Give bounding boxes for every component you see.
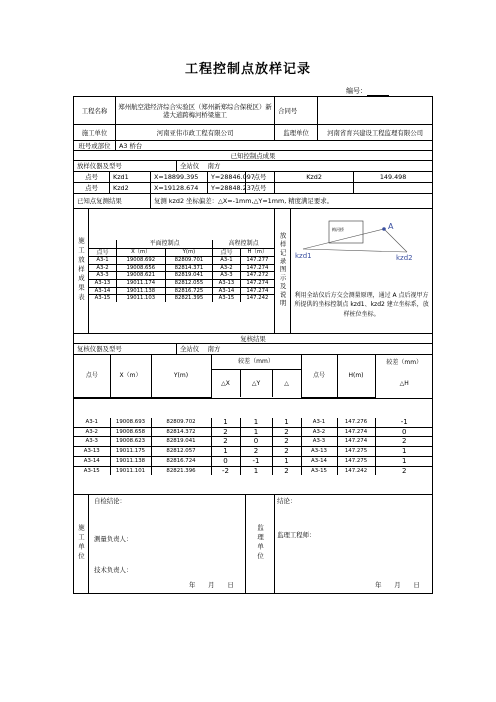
col-point: 点号	[89, 248, 116, 257]
contractor-label: 施工单位	[74, 125, 116, 141]
bridge-box	[329, 221, 363, 243]
page-title: 工程控制点放样记录	[184, 62, 311, 77]
rc-col-point2: 点号	[301, 355, 337, 397]
stakeout-row: A3-15 19011.103 82821.395 A3-15 147.242	[89, 295, 274, 302]
supervisor-side-label: 监理单位	[246, 495, 275, 594]
rc-col-dy: △Y	[240, 369, 272, 397]
rc-col-h: H(m)	[337, 355, 375, 397]
stakeout-diagram	[291, 209, 431, 289]
recheck-rows	[74, 399, 433, 495]
recheck-table	[74, 355, 433, 399]
known-point-row	[74, 183, 433, 194]
kp-x: X=19128.674	[151, 183, 208, 194]
stakeout-table	[89, 209, 275, 334]
recheck-row: A3-2 19008.658 82814.372 2 1 2 A3-2 147.274 0	[74, 427, 433, 437]
section-label: 班号或部位	[74, 141, 116, 151]
doc-number-blank	[367, 89, 389, 96]
stakeout-row: A3-3 19008.621 82819.041 A3-3 147.272	[89, 272, 274, 280]
date-right: 年 月 日	[375, 581, 420, 589]
kp-id2: Kzd2	[275, 172, 354, 183]
kp-id2	[275, 183, 354, 194]
supervisor: 河南省育兴建设工程监理有限公司	[318, 125, 433, 141]
point-a-marker	[382, 227, 386, 231]
col-x: X（m）	[116, 248, 165, 257]
stakeout-row: A3-1 19008.692 82809.701 A3-1 147.277	[89, 257, 274, 265]
recheck-header: 复核结果	[74, 334, 433, 344]
known-points-header: 已知控制点成果	[74, 151, 433, 161]
stakeout-row: A3-14 19011.138 82816.725 A3-14 147.274	[89, 287, 274, 295]
kp-label: 点号	[74, 172, 110, 183]
kp-x: X=18899.395	[151, 172, 208, 183]
rc-col-x: X（m）	[110, 355, 151, 397]
instrument-label: 放样仪器及型号	[74, 161, 177, 172]
self-check-label: 自检结论：	[94, 497, 126, 505]
conclusion-label: 结论：	[277, 497, 297, 505]
engineer-label: 监理工程师：	[277, 531, 316, 539]
diagram-cell	[291, 209, 433, 334]
project-name-label: 工程名称	[74, 97, 116, 125]
doc-number	[346, 86, 389, 96]
col-y: Y(m)	[165, 248, 213, 257]
stakeout-row: A3-2 19008.656 82814.371 A3-2 147.274	[89, 264, 274, 272]
kp-h	[354, 183, 433, 194]
recheck-row: A3-3 19008.623 82819.041 2 0 2 A3-3 147.274 2	[74, 437, 433, 447]
kp-id: Kzd2	[110, 183, 151, 194]
recheck-row: A3-15 19011.101 82821.396 -2 1 2 A3-15 147.242 2	[74, 466, 433, 475]
contractor: 河南亚伟市政工程有限公司	[116, 125, 275, 141]
project-name: 郑州航空港经济综合实验区（郑州新郑综合保税区）新港大道跨梅河桥梁施工	[116, 97, 275, 125]
recheck-row: A3-1 19008.693 82809.702 1 1 1 A3-1 147.276 -1	[74, 418, 433, 427]
point-a-label: A	[388, 222, 394, 231]
col-point2: 点号	[213, 248, 240, 257]
recheck-known-label: 已知点复测结果	[74, 194, 151, 209]
rc-col-diff: 较差（mm）	[211, 355, 301, 369]
record-form	[73, 96, 433, 594]
supervisor-label: 监理单位	[275, 125, 318, 141]
bridge-box-label: 梅河桥	[332, 227, 345, 232]
doc-number-label: 编号：	[346, 87, 367, 95]
plane-header: 平面控制点	[116, 240, 212, 248]
kp-id: Kzd1	[110, 172, 151, 183]
contract-no-label: 合同号	[275, 97, 318, 125]
recheck-row: A3-13 19011.175 82812.057 1 2 2 A3-13 147.275 1	[74, 447, 433, 457]
rc-col-point: 点号	[74, 355, 110, 397]
stakeout-side-label: 施工放样成果表	[74, 209, 89, 334]
instrument: 全站仪 南方	[177, 161, 433, 172]
elev-header: 高程控制点	[213, 240, 274, 248]
surveyor-label: 测量负责人：	[94, 535, 133, 543]
rc-col-hdiff: 较差（mm）	[375, 355, 433, 369]
stakeout-row: A3-13 19011.174 82812.055 A3-13 147.274	[89, 280, 274, 288]
contractor-side-label: 施工单位	[74, 495, 89, 594]
recheck-row: A3-14 19011.138 82816.724 0 -1 1 A3-14 147.275 1	[74, 456, 433, 466]
kzd1-label: kzd1	[295, 252, 312, 260]
section: A3 桥台	[116, 141, 433, 151]
recheck-instrument-label: 复核仪器及型号	[74, 344, 177, 355]
kp-h: 149.498	[354, 172, 433, 183]
kp-label2: 点号	[246, 172, 275, 183]
kp-label: 点号	[74, 183, 110, 194]
rc-col-dx: △X	[211, 369, 240, 397]
kp-y: Y=28848.237	[208, 183, 246, 194]
date-left: 年 月 日	[189, 581, 234, 589]
contractor-signoff	[89, 495, 246, 594]
tech-lead-label: 技术负责人：	[94, 566, 133, 574]
kp-label2: 点号	[246, 183, 275, 194]
recheck-known-result: 复测 kzd2 坐标偏差：△X=-1mm,△Y=1mm, 精度满足要求。	[151, 194, 433, 209]
diagram-side-label: 放样记录图示及说明	[275, 209, 291, 334]
rc-col-dh: △H	[375, 369, 433, 397]
diagram-note: 利用全站仪后方交会测量原理，通过 A 点后视甲方所提供的坐标控制点 kzd1、kzd2 建立坐标系，放样桩位坐标。	[294, 292, 429, 318]
kp-y: Y=28846.097	[208, 172, 246, 183]
known-point-row	[74, 172, 433, 183]
rc-col-d: △	[272, 369, 301, 397]
contract-no	[318, 97, 433, 125]
col-h: H（m）	[240, 248, 274, 257]
kzd2-label: kzd2	[396, 254, 413, 262]
supervisor-signoff	[275, 495, 433, 594]
rc-col-y: Y(m)	[151, 355, 211, 397]
recheck-instrument: 全站仪 南方	[177, 344, 433, 355]
